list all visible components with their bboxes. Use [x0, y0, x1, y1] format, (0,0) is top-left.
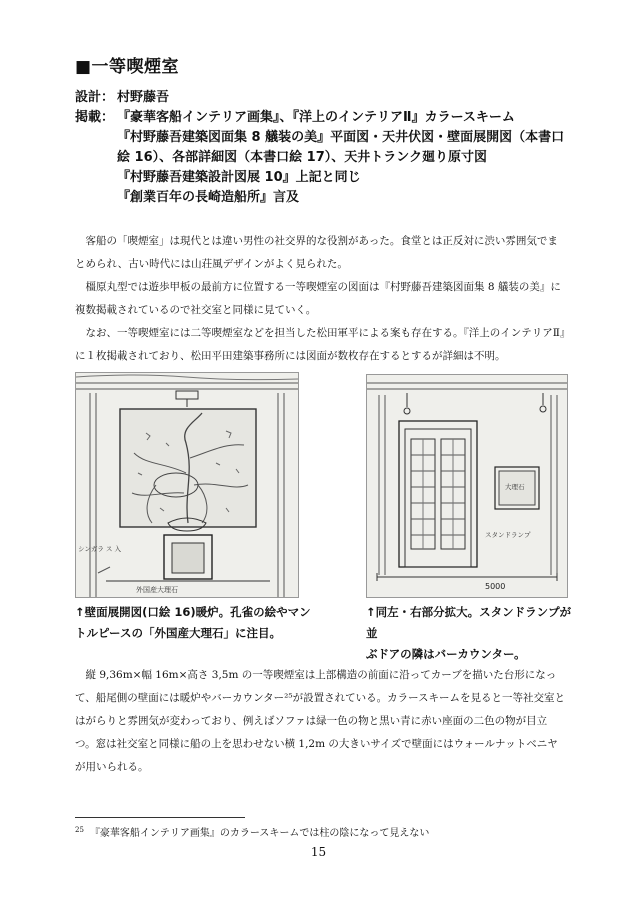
door-sketch — [367, 375, 567, 597]
footnote — [75, 824, 429, 839]
sketch-note: 大理石 — [505, 483, 525, 491]
sketch-note: シンガラ ス 入 — [78, 545, 121, 553]
caption-line: トルピースの「外国産大理石」に注目。 — [75, 626, 281, 640]
credits-block — [75, 88, 564, 208]
page-number: 15 — [310, 845, 327, 859]
footnote-number: 25 — [75, 825, 84, 834]
left-figure-caption — [75, 602, 315, 644]
fireplace-sketch — [76, 373, 298, 597]
paragraph: 縦 9,36m×幅 16m×高さ 3,5m の一等喫煙室は上部構造の前面に沿ってカーブを描いた台形になって、船尾側の壁面には暖炉やバーカウンター²⁵が設置されている。カラースキームを見ると一等社交室とはがらりと雰囲気が変わっており、例えばソファは緑一色の物と黒い青に赤い座面の二色の物が目立つ。窓は社交室と同様に船の上を思わせない横 1,2m の大きいサイズで壁面にはウォールナットベニヤが用いられる。 — [75, 669, 566, 773]
paragraph: なお、一等喫煙室には二等喫煙室などを担当した松田軍平による案も存在する。『洋上のインテリアⅡ』に１枚掲載されており、松田平田建築事務所には図面が数枚存在するとするが詳細は不明。 — [75, 327, 566, 362]
sketch-note: スタンドランプ — [485, 531, 531, 539]
caption-line: ↑壁面展開図(口絵 16)暖炉。孔雀の絵やマン — [75, 605, 311, 619]
publication-line: 『村野藤吾建築図面集 8 艤装の美』平面図・天井伏図・壁面展開図（本書口 — [117, 130, 565, 145]
right-figure-caption — [366, 602, 576, 665]
sketch-note: 5000 — [485, 582, 506, 591]
footnote-divider — [75, 817, 245, 818]
door-detail-figure — [366, 374, 568, 598]
caption-line: ↑同左・右部分拡大。スタンドランプが並 — [366, 605, 572, 640]
publication-row — [75, 108, 564, 128]
design-value: 村野藤吾 — [117, 90, 170, 105]
paragraph: 橿原丸型では遊歩甲板の最前方に位置する一等喫煙室の図面は『村野藤吾建築図面集 8 艤装の美』に複数掲載されているので社交室と同様に見ていく。 — [75, 281, 561, 316]
fireplace-elevation-figure — [75, 372, 299, 598]
design-row — [75, 88, 564, 108]
main-text — [75, 664, 567, 779]
publication-line: 『創業百年の長崎造船所』言及 — [117, 190, 300, 205]
publication-line: 『村野藤吾建築設計図展 10』上記と同じ — [117, 170, 361, 185]
publication-line: 『豪華客船インテリア画集』、『洋上のインテリアⅡ』カラースキーム — [117, 110, 515, 125]
paragraph: 客船の「喫煙室」は現代とは違い男性の社交界的な役割があった。食堂とは正反対に渋い雰囲気でまとめられ、古い時代には山荘風デザインがよく見られた。 — [75, 235, 558, 270]
caption-line: ぶドアの隣はバーカウンター。 — [366, 647, 526, 661]
sketch-note: 外国産大理石 — [136, 586, 178, 594]
section-title: ■一等喫煙室 — [75, 57, 180, 77]
publication-label: 掲載： — [75, 110, 115, 125]
publication-line: 絵 16）、各部詳細図（本書口絵 17）、天井トランク廻り原寸図 — [117, 150, 487, 165]
intro-text — [75, 230, 567, 368]
footnote-text: 『豪華客船インテリア画集』のカラースキームでは柱の陰になって見えない — [89, 828, 430, 839]
design-label: 設計： — [75, 90, 115, 105]
